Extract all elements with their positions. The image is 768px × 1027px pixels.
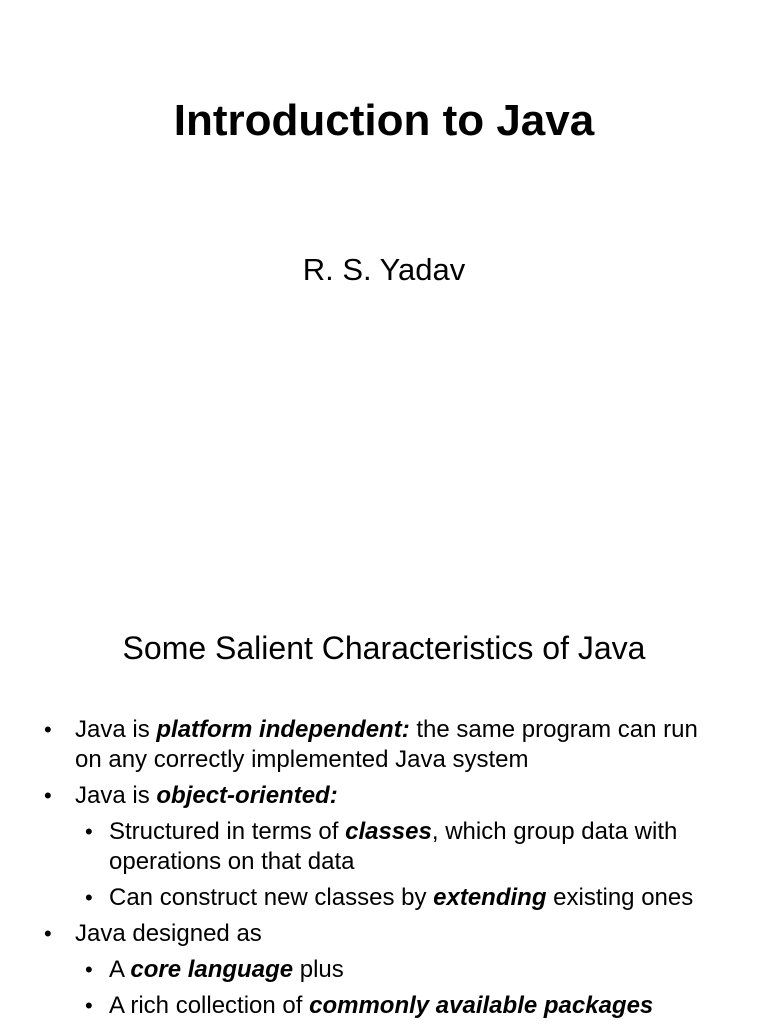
sub-bullet-item-packages: [0, 991, 768, 1021]
bullet-emphasis: extending: [433, 884, 547, 911]
bullet-text: Java is: [75, 782, 157, 809]
bullet-text: Java designed as: [75, 920, 262, 947]
bullet-emphasis: core language: [130, 956, 294, 983]
bullet-item-object-oriented: [0, 781, 768, 811]
bullet-dot-icon: •: [85, 957, 93, 982]
bullet-dot-icon: •: [44, 783, 52, 808]
bullet-dot-icon: •: [85, 885, 93, 910]
bullet-item-designed-as: [0, 919, 768, 949]
bullet-emphasis: object-oriented:: [156, 782, 338, 809]
bullet-list: [0, 715, 768, 1027]
bullet-text: , which group data with operations on that data: [109, 818, 678, 875]
bullet-emphasis: platform independent:: [156, 716, 410, 743]
bullet-dot-icon: •: [85, 819, 93, 844]
bullet-text: A: [109, 956, 131, 983]
bullet-text: Can construct new classes by: [109, 884, 434, 911]
section-heading: Some Salient Characteristics of Java: [122, 630, 646, 666]
bullet-text: Java is: [75, 716, 157, 743]
bullet-text: the same program can run on any correctly implemented Java system: [75, 716, 698, 773]
slide-title: Introduction to Java: [173, 96, 595, 145]
bullet-item-platform-independent: [0, 715, 768, 775]
bullet-text: Structured in terms of: [109, 818, 346, 845]
sub-bullet-item-classes: [0, 817, 768, 877]
bullet-text: A rich collection of: [109, 992, 310, 1019]
bullet-emphasis: classes: [345, 818, 432, 845]
bullet-text: existing ones: [546, 884, 694, 911]
bullet-emphasis: commonly available packages: [309, 992, 654, 1019]
bullet-text: plus: [293, 956, 344, 983]
bullet-dot-icon: •: [44, 717, 52, 742]
slide-author: R. S. Yadav: [302, 252, 466, 287]
sub-bullet-item-core-language: [0, 955, 768, 985]
bullet-dot-icon: •: [85, 993, 93, 1018]
bullet-dot-icon: •: [44, 921, 52, 946]
sub-bullet-item-extending: [0, 883, 768, 913]
